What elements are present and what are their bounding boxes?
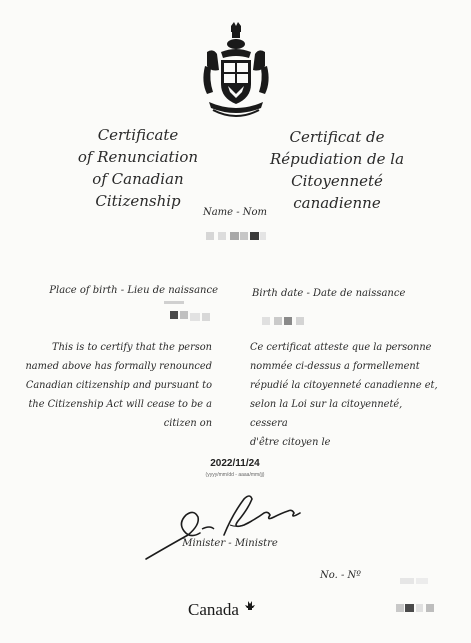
canada-wordmark-text: Canada [188,600,239,619]
canada-wordmark-logo [188,599,268,619]
redacted-number [396,604,438,612]
place-of-birth-label: Place of birth - Lieu de naissance [49,285,218,296]
title-french [252,126,422,214]
statement-fr-line: selon la Loi sur la citoyenneté, cessera [250,399,403,429]
minister-signature [140,485,315,565]
birth-date-label: Birth date - Date de naissance [252,288,406,299]
title-english [48,124,228,212]
statement-fr-line: Ce certificat atteste que la personne [250,342,432,353]
title-fr-line: Citoyenneté canadienne [291,172,383,212]
statement-fr-line: nommée ci-dessus a formellement [250,361,420,372]
certificate-number-label: No. - Nº [320,570,361,581]
minister-label: Minister - Ministre [182,538,278,549]
effective-date: 2022/11/24 [210,458,260,469]
statement-en-line: Canadian citizenship and pursuant to [25,380,212,391]
date-format-hint: (yyyy/mm/dd - aaaa/mm/jj) [205,472,265,478]
statement-french [250,338,440,452]
statement-english [24,338,212,433]
coat-of-arms-emblem [197,22,275,122]
statement-en-line: named above has formally renounced [25,361,212,372]
statement-en-line: This is to certify that the person [52,342,212,353]
name-label: Name - Nom [202,207,268,218]
maple-leaf-icon [245,601,255,610]
title-en-line: of Renunciation [77,148,199,166]
statement-fr-line: d'être citoyen le [250,437,331,448]
title-fr-line: Répudiation de la [269,150,405,168]
title-en-line: Certificate [97,126,179,144]
statement-fr-line: répudié la citoyenneté canadienne et, [250,380,438,391]
redacted-birth-date [262,317,312,325]
title-fr-line: Certificat de [289,128,385,146]
statement-en-line: citizen on [163,418,212,429]
redacted-number-line1 [400,578,430,584]
redacted-name [206,232,266,240]
redacted-place-of-birth [164,301,216,323]
title-en-line: of Canadian Citizenship [92,170,184,210]
statement-en-line: the Citizenship Act will cease to be a [28,399,212,410]
